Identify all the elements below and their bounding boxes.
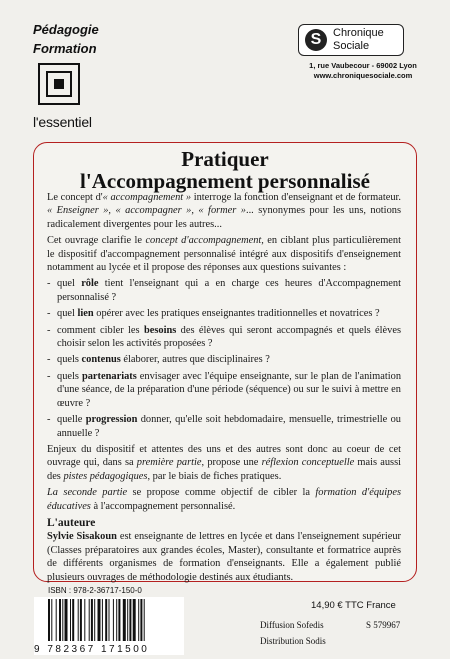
series-line-pedagogie: Pédagogie xyxy=(33,22,99,37)
distribution-label: Distribution Sodis xyxy=(260,636,326,646)
list-item: - quelle progression donner, qu'elle soit hebdomadaire, mensuelle, trimestrielle ou annuelle ? xyxy=(47,413,401,440)
book-title-line1: Pratiquer xyxy=(181,147,269,171)
questions-list xyxy=(47,277,401,439)
price: 14,90 € TTC France xyxy=(311,600,396,611)
intro-paragraph-1: Le concept d'« accompagnement » interroge la fonction d'enseignant et de formateur. « Enseigner », « accompagner », « former »... synonymes pour les uns, notions radicalement divergentes pour les autres... xyxy=(47,192,402,230)
author-bio: Sylvie Sisakoun est enseignante de lettres en lycée et dans l'enseignement supérieur (Classes préparatoires aux grandes écoles, Master), consultante et formatrice auprès de différents organismes de formation d'enseignants. Elle a également publié plusieurs ouvrages de méthodologie destinés aux étudiants. xyxy=(47,531,401,583)
barcode-block xyxy=(34,586,184,655)
collection-name: l'essentiel xyxy=(33,114,92,130)
cs-logo-icon: S xyxy=(305,29,327,51)
closing-paragraph-2: La seconde partie se propose comme objectif de cibler la formation d'équipes éducatives à l'accompagnement personnalisé. xyxy=(47,487,401,512)
barcode-icon xyxy=(34,597,184,655)
publisher-address xyxy=(298,61,428,81)
ean-digits: 9 782367 171500 xyxy=(34,643,184,655)
closing-paragraph-1: Enjeux du dispositif et attentes des uns et des autres sont donc au coeur de cet ouvrage qui, dans sa première partie, propose une réflexion conceptuelle mais aussi des pistes pédagogiques, par le biais de fiches pratiques. xyxy=(47,443,402,482)
publisher-street: 1, rue Vaubecour - 69002 Lyon xyxy=(309,61,417,70)
author-name: Sylvie Sisakoun xyxy=(47,531,117,543)
collection-logo-icon xyxy=(38,63,80,105)
list-item: - comment cibler les besoins des élèves qui seront accompagnés et quels élèves choisir selon les activités proposées ? xyxy=(47,324,401,351)
book-title-line2: l'Accompagnement personnalisé xyxy=(80,169,370,193)
publisher-website: www.chroniquesociale.com xyxy=(313,71,413,80)
diffusion-label: Diffusion Sofedis xyxy=(260,620,324,630)
series-line-formation: Formation xyxy=(33,41,97,56)
list-item: - quel lien opérer avec les pratiques enseignantes traditionnelles et novatrices ? xyxy=(47,307,401,320)
isbn-label: ISBN : 978-2-36717-150-0 xyxy=(48,586,142,595)
publisher-name: Chronique Sociale xyxy=(333,27,384,52)
list-item: - quel rôle tient l'enseignant qui a en charge ces heures d'Accompagnement personnalisé ? xyxy=(47,277,401,304)
series-label xyxy=(33,20,99,58)
list-item: - quels contenus élaborer, autres que disciplinaires ? xyxy=(47,353,401,366)
intro-paragraph-2: Cet ouvrage clarifie le concept d'accompagnement, en ciblant plus particulièrement le dispositif d'accompagnement personnalisé intégré aux dispositifs d'enseignement notamment au lycée et il propose des réponses aux questions suivantes : xyxy=(47,235,401,274)
sofedis-reference: S 579967 xyxy=(366,620,401,630)
description-body xyxy=(47,191,401,587)
list-item: - quels partenariats envisager avec l'équipe enseignante, sur le plan de l'animation d'une séance, de la préparation d'une période (séquence) ou sur le suivi à mettre en œuvre ? xyxy=(47,370,401,410)
publisher-logo xyxy=(298,24,404,56)
author-heading: L'auteure xyxy=(47,516,96,529)
